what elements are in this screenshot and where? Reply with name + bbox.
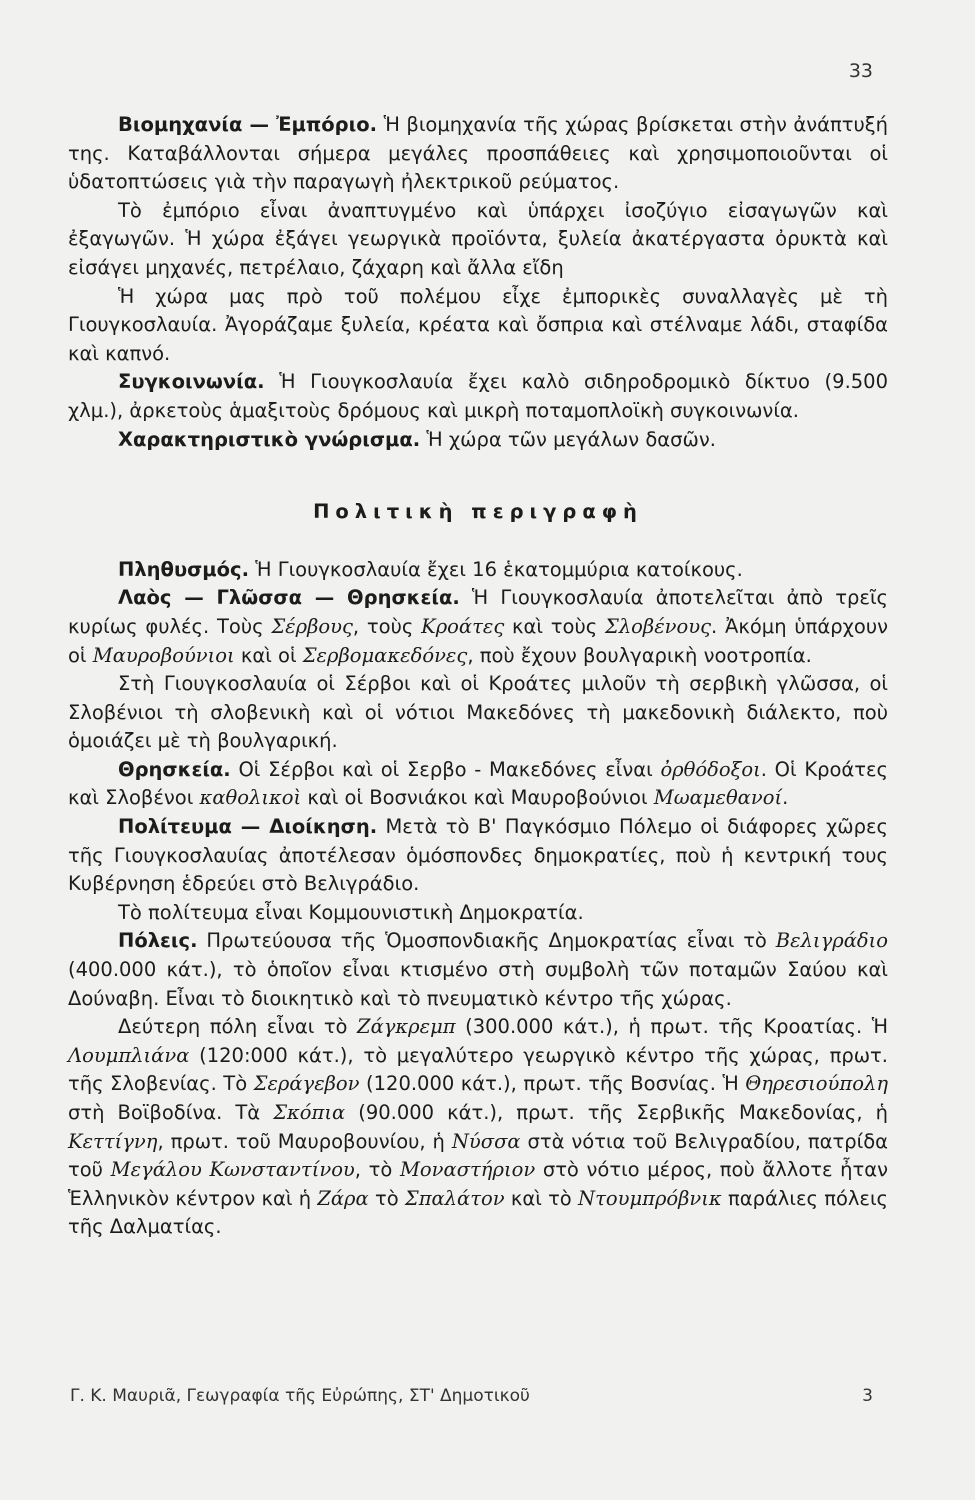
paragraph-trade-greece — [68, 283, 888, 369]
paragraph-text: Πρωτεύουσα τῆς Ὁμοσπονδιακῆς Δημοκρατίας εἶναι τὸ — [197, 929, 776, 953]
paragraph-text: Ἡ Γιουγκοσλαυία ἔχει 16 ἑκατομμύρια κατοίκους. — [249, 557, 743, 581]
italic-term: Κροάτες — [421, 614, 505, 638]
italic-term: Κεττίγνη — [68, 1129, 158, 1153]
footer-text: Γ. Κ. Μαυριᾶ, Γεωγραφία τῆς Εὐρώπης, ΣΤ' Δημοτικοῦ — [70, 1386, 530, 1406]
italic-term: Νύσσα — [451, 1129, 521, 1153]
paragraph-text: Ἡ χώρα τῶν μεγάλων δασῶν. — [420, 427, 716, 451]
italic-term: Σπαλάτον — [404, 1186, 505, 1210]
italic-term: Μαυροβούνιοι — [92, 643, 235, 667]
paragraph-text: , ποὺ ἔχουν βουλγαρικὴ νοοτροπία. — [467, 643, 812, 667]
paragraph-text: (300.000 κάτ.), ἡ πρωτ. τῆς Κροατίας. Ἡ — [455, 1015, 888, 1039]
paragraph-text: , πρωτ. τοῦ Μαυροβουνίου, ἡ — [157, 1129, 452, 1153]
paragraph-text: (120.000 κάτ.), πρωτ. τῆς Βοσνίας. Ἡ — [359, 1072, 746, 1096]
paragraph-language — [68, 670, 888, 756]
paragraph-text: καὶ τοὺς — [504, 614, 606, 638]
italic-term: Μωαμεθανοί — [653, 786, 783, 810]
paragraph-text: Ἡ Γιουγκοσλαυία ἔχει καλὸ σιδηροδρομικὸ δίκτυο (9.500 χλμ.), ἀρκετοὺς ἁμαξιτοὺς δρόμους καὶ μικρὴ ποταμοπλοϊκὴ συγκοινωνία. — [68, 370, 888, 422]
paragraph-text: τὸ — [368, 1186, 405, 1210]
paragraph-text: , τοὺς — [352, 614, 422, 638]
italic-term: Ζάγκρεμπ — [357, 1015, 456, 1039]
heading-religion: Θρησκεία. — [118, 757, 231, 781]
paragraph-text: Τὸ πολίτευμα εἶναι Κομμουνιστικὴ Δημοκρατία. — [118, 900, 584, 924]
paragraph-text: Ἡ βιομηχανία τῆς χώρας βρίσκεται στὴν ἀνάπτυξή της. Καταβάλλονται σήμερα μεγάλες προσπάθειες καὶ χρησιμοποιοῦνται οἱ ὑδατοπτώσεις γιὰ τὴν παραγωγὴ ἠλεκτρικοῦ ρεύματος. — [68, 113, 888, 194]
paragraph-industry — [68, 111, 888, 197]
paragraph-text: Στὴ Γιουγκοσλαυία οἱ Σέρβοι καὶ οἱ Κροάτες μιλοῦν τὴ σερβικὴ γλῶσσα, οἱ Σλοβένιοι τὴ σλοβενικὴ καὶ οἱ νότιοι Μακεδόνες τὴ μακεδονικὴ διάλεκτο, ποὺ ὁμοιάζει μὲ τὴ βουλγαρική. — [68, 672, 888, 753]
paragraph-text: . — [782, 786, 789, 810]
paragraph-text: (400.000 κάτ.), τὸ ὁποῖον εἶναι κτισμένο στὴ συμβολὴ τῶν ποταμῶν Σαύου καὶ Δούναβη. Εἶναι τὸ διοικητικὸ καὶ τὸ πνευματικὸ κέντρο τῆς χώρας. — [68, 958, 888, 1010]
paragraph-people — [68, 584, 888, 670]
paragraph-religion — [68, 756, 888, 813]
italic-term: Σλοβένους — [605, 614, 712, 638]
italic-term: Σκόπια — [273, 1101, 346, 1124]
page-body — [68, 111, 888, 1242]
italic-term: Σέρβους — [271, 614, 353, 638]
paragraph-text: στὰ νότια τοῦ Βελιγραδίου, πατρίδα τοῦ — [68, 1129, 888, 1182]
paragraph-text: Μετὰ τὸ Β' Παγκόσμιο Πόλεμο οἱ διάφορες χῶρες τῆς Γιουγκοσλαυίας ἀποτέλεσαν ὁμόσπονδες δημοκρατίες, ποὺ ἡ κεντρική τους Κυβέρνηση ἑδρεύει στὸ Βελιγράδιο. — [68, 815, 889, 896]
paragraph-text: Τὸ ἐμπόριο εἶναι ἀναπτυγμένο καὶ ὑπάρχει ἰσοζύγιο εἰσαγωγῶν καὶ ἐξαγωγῶν. Ἡ χώρα ἐξάγει γεωργικὰ προϊόντα, ξυλεία ἀκατέργαστα ὀρυκτὰ καὶ εἰσάγει μηχανές, πετρέλαιο, ζάχαρη καὶ ἄλλα εἴδη — [68, 198, 888, 279]
italic-term: Ντουμπρόβνικ — [578, 1186, 722, 1210]
paragraph-text: καὶ οἱ Βοσνιάκοι καὶ Μαυροβούνιοι — [301, 786, 654, 810]
section-title: Πολιτικὴ περιγραφὴ — [313, 500, 643, 524]
paragraph-text: (120:000 κάτ.), τὸ μεγαλύτερο γεωργικὸ κέντρο τῆς χώρας, πρωτ. τῆς Σλοβενίας. Τὸ — [68, 1043, 888, 1096]
heading-industry: Βιομηχανία — Ἐμπόριο. — [118, 113, 378, 136]
page-footer — [70, 1386, 873, 1406]
italic-term: Μοναστήριον — [399, 1158, 536, 1182]
italic-term: Λουμπλιάνα — [68, 1043, 190, 1067]
paragraph-cities — [68, 927, 888, 1013]
italic-term: Θηρεσιούπολη — [745, 1072, 888, 1096]
paragraph-text: στὴ Βοϊβοδίνα. Τὰ — [68, 1101, 274, 1124]
paragraph-population — [68, 556, 888, 585]
paragraph-transport — [68, 368, 888, 425]
heading-population: Πληθυσμός. — [118, 557, 250, 581]
footer-signature-mark: 3 — [862, 1386, 873, 1406]
paragraph-text: Ἡ χώρα μας πρὸ τοῦ πολέμου εἶχε ἐμπορικὲς συναλλαγὲς μὲ τὴ Γιουγκοσλαυία. Ἀγοράζαμε ξυλεία, κρέατα καὶ ὄσπρια καὶ στέλναμε λάδι, σταφίδα καὶ καπνό. — [68, 284, 888, 365]
paragraph-text: . Ἀκόμη ὑπάρχουν οἱ — [68, 614, 888, 667]
heading-feature: Χαρακτηριστικὸ γνώρισμα. — [118, 427, 421, 451]
paragraph-text: Δεύτερη πόλη εἶναι τὸ — [118, 1015, 358, 1039]
paragraph-text: (90.000 κάτ.), πρωτ. τῆς Σερβικῆς Μακεδονίας, ἡ — [345, 1101, 889, 1124]
italic-term: Βελιγράδιο — [775, 929, 888, 953]
italic-term: Σερβομακεδόνες — [302, 643, 468, 667]
paragraph-text: Οἱ Σέρβοι καὶ οἱ Σερβο - Μακεδόνες εἶναι — [230, 757, 661, 781]
page-number: 33 — [848, 60, 873, 82]
paragraph-text: Ἡ Γιουγκοσλαυία ἀποτελεῖται ἀπὸ τρεῖς κυρίως φυλές. Τοὺς — [68, 586, 888, 638]
italic-term: καθολικοὶ — [199, 786, 302, 810]
italic-term: Μεγάλου Κωνσταντίνου — [110, 1158, 355, 1182]
paragraph-text: , τὸ — [354, 1158, 400, 1182]
heading-cities: Πόλεις. — [118, 929, 198, 953]
heading-transport: Συγκοινωνία. — [118, 370, 265, 394]
paragraph-text: παράλιες πόλεις τῆς Δαλματίας. — [68, 1186, 888, 1239]
italic-term: Ζάρα — [317, 1186, 369, 1210]
paragraph-cities-2 — [68, 1013, 888, 1242]
italic-term: ὀρθόδοξοι — [660, 757, 761, 781]
heading-government: Πολίτευμα — Διοίκηση. — [118, 815, 378, 839]
paragraph-feature — [68, 426, 888, 455]
paragraph-government — [68, 813, 888, 899]
paragraph-text: στὸ νότιο μέρος, ποὺ ἄλλοτε ἦταν Ἑλληνικὸν κέντρον καὶ ἡ — [68, 1158, 889, 1210]
paragraph-regime — [68, 899, 888, 928]
paragraph-text: καὶ οἱ — [234, 643, 303, 667]
heading-people: Λαὸς — Γλῶσσα — Θρησκεία. — [118, 586, 460, 610]
italic-term: Σεράγεβον — [253, 1072, 360, 1096]
paragraph-text: . Οἱ Κροάτες καὶ Σλοβένοι — [68, 757, 888, 810]
paragraph-trade — [68, 197, 888, 283]
paragraph-text: καὶ τὸ — [504, 1186, 579, 1210]
